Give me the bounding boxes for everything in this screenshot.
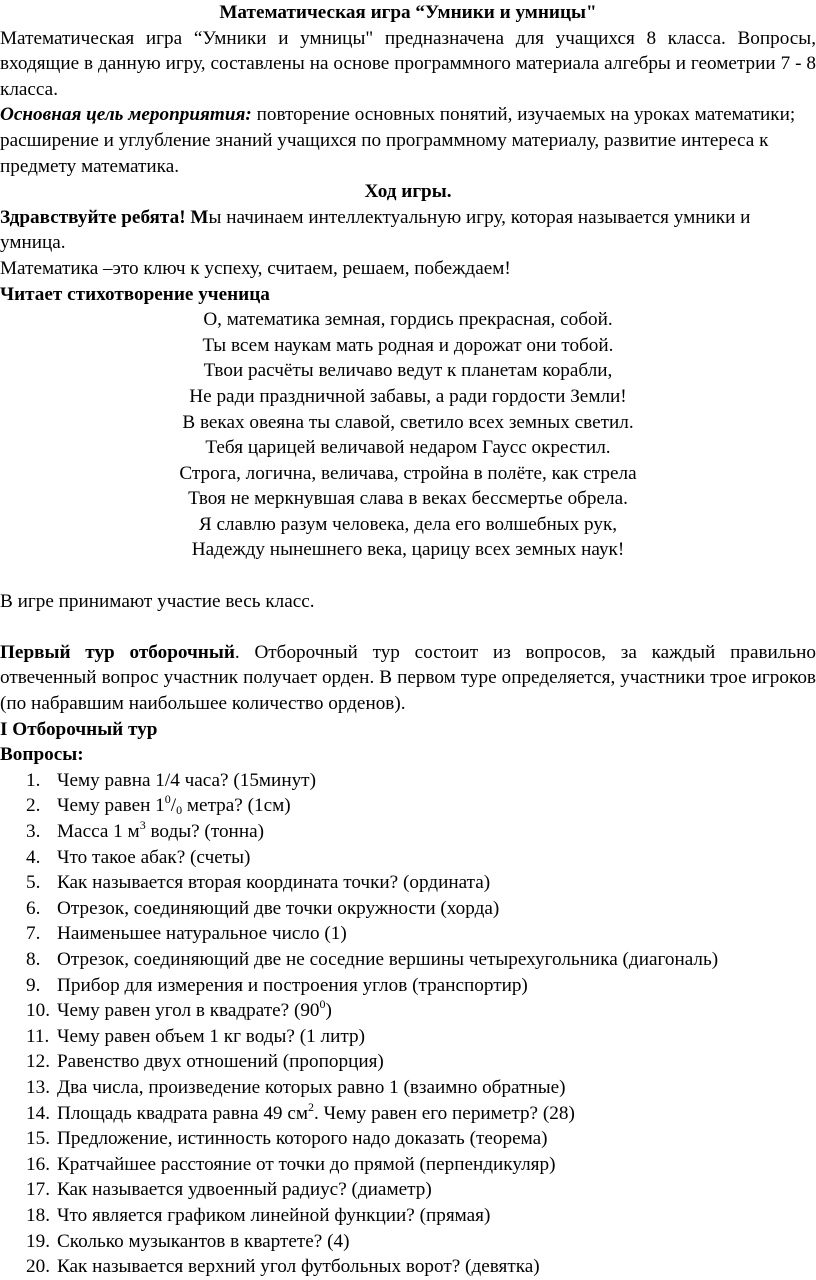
question-text: метра? (1см) [182,795,291,817]
question-number: 6. [26,897,41,919]
greeting-rest: ы начинаем интеллектуальную игру, которая называется умники и умница. [0,206,751,254]
question-text: Равенство двух отношений (пропорция) [57,1051,384,1073]
question-number: 5. [26,872,41,894]
question-text: / [170,795,177,817]
question-text: Площадь квадрата равна 49 см [57,1102,308,1124]
question-text: Сколько музыкантов в квартете? (4) [57,1230,350,1252]
poem-line: Я славлю разум человека, дела его волшебных рук, [198,513,618,535]
poem-line: Тебя царицей величавой недаром Гаусс окрестил. [205,437,611,459]
question-superscript: 2 [307,1099,314,1114]
question-text: Чему равен объем 1 кг воды? (1 литр) [57,1025,365,1047]
poem-line: О, математика земная, гордись прекрасная, собой. [203,309,613,331]
round1-paragraph [0,640,816,717]
poem-line: Твои расчёты величаво ведут к планетам корабли, [203,360,613,382]
poem-line: В веках овеяна ты славой, светило всех земных светил. [182,411,634,433]
question-text: Чему равен угол в квадрате? (90 [57,1000,320,1022]
question-item [0,947,816,973]
intro-paragraph: Математическая игра “Умники и умницы" предназначена для учащихся 8 класса. Вопросы, входящие в данную игру, составлены на основе программного материала алгебры и геометрии 7 - 8 класса. [0,27,816,100]
question-number: 20. [26,1256,50,1278]
goal-text: повторение основных понятий, изучаемых на уроках математики; расширение и углубление знаний учащихся по программному материалу, развитие интереса к предмету математика. [0,104,796,177]
question-text: Чему равна 1/4 часа? (15минут) [57,769,316,791]
question-text: Масса 1 м [57,821,140,842]
question-number: 4. [26,846,41,868]
question-superscript: 0 [164,792,171,807]
poem-line: Твоя не меркнувшая слава в веках бессмертье обрела. [188,488,628,510]
question-number: 8. [26,948,41,970]
question-item [0,845,816,871]
question-item [0,819,816,845]
question-number: 7. [26,923,41,945]
poem-line: Строга, логична, величава, стройна в полёте, как стрела [179,462,637,484]
question-superscript: 3 [139,818,146,832]
question-number: 1. [26,769,41,791]
blank-line [0,614,816,640]
question-number: 11. [26,1025,50,1047]
question-text: ) [325,1000,332,1022]
round1-label: Первый тур отборочный [0,641,235,663]
question-item [0,998,816,1024]
question-item [0,793,816,819]
question-text: Отрезок, соединяющий две не соседние вершины четырехугольника (диагональ) [57,948,719,970]
question-text: Два числа, произведение которых равно 1 (взаимно обратные) [57,1076,566,1098]
question-item [0,1254,816,1280]
question-text: . Чему равен его периметр? (28) [313,1102,575,1124]
course-heading: Ход игры. [364,181,452,203]
document-title: Математическая игра “Умники и умницы" [219,2,597,23]
question-item [0,1024,816,1050]
question-text: Предложение, истинность которого надо доказать (теорема) [57,1128,548,1150]
greeting-paragraph [0,205,816,256]
poem-line: Надежду нынешнего века, царицу всех земных наук! [191,539,625,561]
question-text: Отрезок, соединяющий две точки окружности (хорда) [57,897,500,919]
question-subscript: 0 [176,803,183,818]
poem-line: Ты всем наукам мать родная и дорожат они тобой. [202,334,614,356]
question-text: Кратчайшее расстояние от точки до прямой (перпендикуляр) [57,1153,556,1175]
question-item [0,1101,816,1127]
question-item [0,768,816,794]
goal-paragraph [0,102,816,179]
question-number: 3. [26,821,41,842]
poem-heading: Читает стихотворение ученица [0,283,270,305]
question-text: Как называется вторая координата точки? (ордината) [57,872,491,894]
question-text: Наименьшее натуральное число (1) [57,923,347,945]
round1-text: . Отборочный тур состоит из вопросов, за каждый правильно отвеченный вопрос участник получает орден. В первом туре определяется, участники трое игроков (по набравшим наибольшее количество орденов). [0,641,816,715]
question-item [0,1075,816,1101]
question-text: Прибор для измерения и построения углов (транспортир) [57,974,528,996]
greeting-bold: Здравствуйте ребята! М [0,206,209,228]
question-text: Как называется верхний угол футбольных ворот? (девятка) [57,1256,540,1278]
question-number: 2. [26,795,41,817]
question-item [0,1126,816,1152]
question-text: Чему равен 1 [57,795,165,817]
questions-heading: Вопросы: [0,744,84,766]
question-item [0,1203,816,1229]
question-number: 15. [26,1128,50,1150]
poem-line: Не ради праздничной забавы, а ради гордости Земли! [189,385,627,407]
question-text: воды? (тонна) [145,821,264,842]
motto: Математика –это ключ к успеху, считаем, решаем, побеждаем! [0,257,511,279]
question-number: 16. [26,1153,50,1175]
poem [0,307,816,563]
question-item [0,1049,816,1075]
question-item [0,973,816,999]
question-text: Что является графиком линейной функции? (прямая) [57,1204,491,1226]
question-number: 14. [26,1102,50,1124]
question-text: Как называется удвоенный радиус? (диаметр) [57,1179,432,1201]
question-item [0,1177,816,1203]
question-number: 10. [26,1000,50,1022]
questions-list [0,768,816,1280]
question-item [0,1229,816,1255]
question-item [0,896,816,922]
participation-text: В игре принимают участие весь класс. [0,590,315,612]
question-number: 17. [26,1179,50,1201]
question-item [0,870,816,896]
question-text: Что такое абак? (счеты) [57,846,251,868]
question-superscript: 0 [319,997,326,1012]
question-item [0,1152,816,1178]
question-number: 12. [26,1051,50,1073]
round1-heading: I Отборочный тур [0,718,158,740]
question-number: 9. [26,974,41,996]
question-number: 13. [26,1076,50,1098]
goal-label: Основная цель мероприятия: [0,104,252,126]
question-number: 19. [26,1230,50,1252]
blank-line [0,563,816,589]
question-item [0,921,816,947]
question-number: 18. [26,1204,50,1226]
